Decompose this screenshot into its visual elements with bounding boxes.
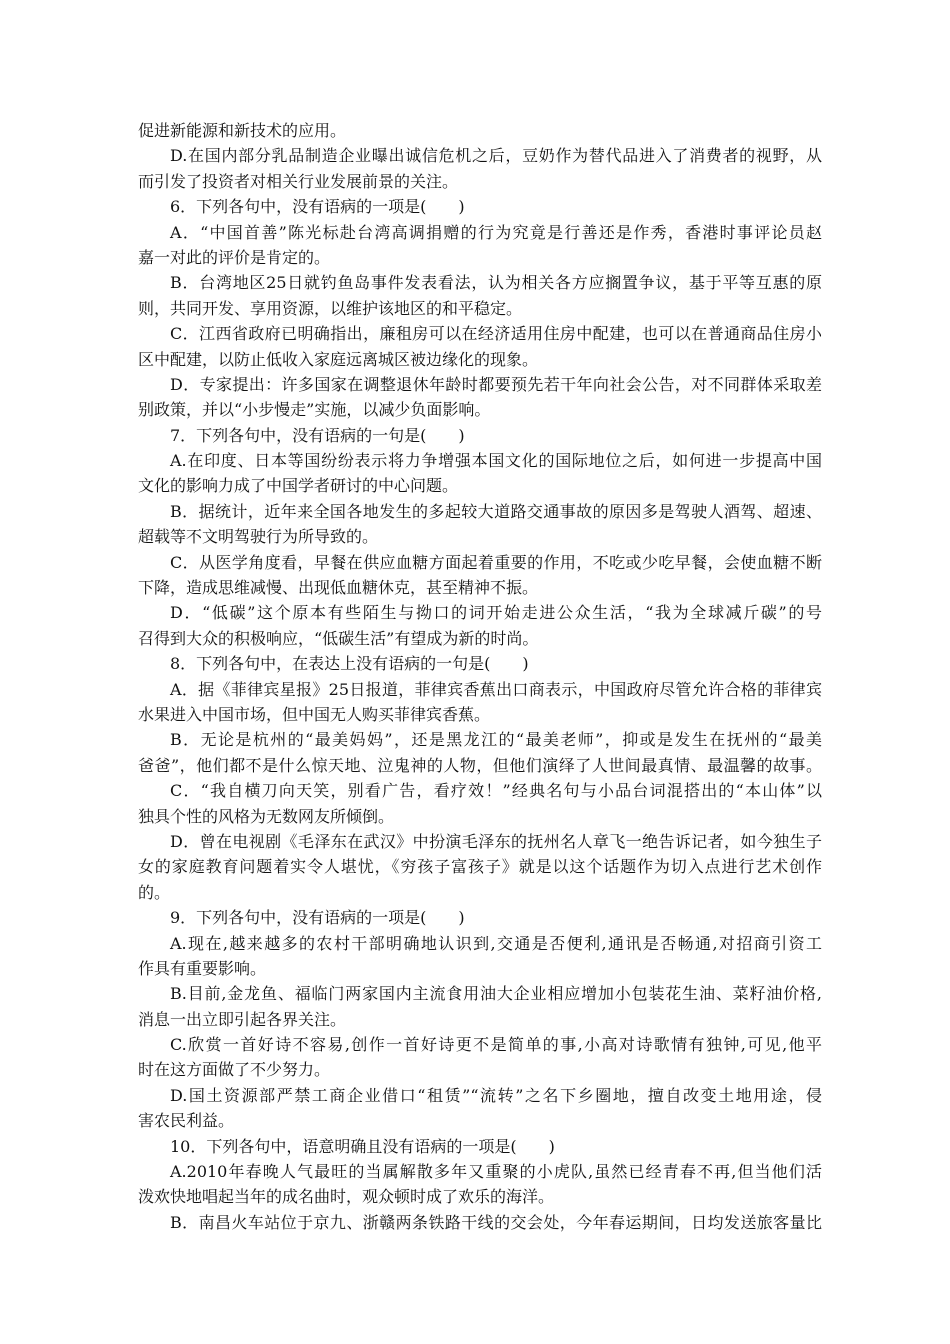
text-line: 消息一出立即引起各界关注。 [138,1009,347,1029]
text-line: 区中配建，以防止低收入家庭远离城区被边缘化的现象。 [138,349,539,369]
text-line: 女的家庭教育问题着实令人堪忧，《穷孩子富孩子》就是以这个话题作为切入点进行艺术创作 [138,857,822,877]
text-line: 别政策，并以“小步慢走”实施，以减少负面影响。 [138,400,491,420]
text-line: C．江西省政府已明确指出，廉租房可以在经济适用住房中配建，也可以在普通商品住房小 [170,324,822,344]
text-line: A.现在,越来越多的农村干部明确地认识到,交通是否便利,通讯是否畅通,对招商引资工 [170,933,822,953]
text-line: 6．下列各句中，没有语病的一项是( ) [170,197,465,217]
text-line: B．南昌火车站位于京九、浙赣两条铁路干线的交会处，今年春运期间，日均发送旅客量比 [170,1212,822,1232]
text-line: B．据统计，近年来全国各地发生的多起较大道路交通事故的原因多是驾驶人酒驾、超速、 [170,501,822,521]
text-line: 的。 [138,882,171,902]
text-line: A.在印度、日本等国纷纷表示将力争增强本国文化的国际地位之后，如何进一步提高中国 [170,451,822,471]
text-line: 独具个性的风格为无数网友所倾倒。 [138,806,395,826]
text-line: 促进新能源和新技术的应用。 [138,121,347,140]
text-line: 超载等不文明驾驶行为所导致的。 [138,527,379,547]
text-line: C．“我自横刀向天笑，别看广告，看疗效！”经典名句与小品台词混搭出的“本山体”以 [170,781,822,801]
text-line: 爸爸”，他们都不是什么惊天地、泣鬼神的人物，但他们演绎了人世间最真情、最温馨的故事。 [138,755,822,775]
text-line: 时在这方面做了不少努力。 [138,1060,331,1080]
text-line: D.国土资源部严禁工商企业借口“租赁”“流转”之名下乡圈地，擅自改变土地用途，侵 [170,1085,822,1105]
text-line: 害农民利益。 [138,1111,235,1131]
text-line: B．台湾地区25日就钓鱼岛事件发表看法，认为相关各方应搁置争议，基于平等互惠的原 [170,273,822,293]
text-line: D．“低碳”这个原本有些陌生与拗口的词开始走进公众生活，“我为全球减斤碳”的号 [170,603,822,623]
text-line: 8．下列各句中，在表达上没有语病的一句是( ) [170,654,529,674]
text-line: A．据《菲律宾星报》25日报道，菲律宾香蕉出口商表示，中国政府尽管允许合格的菲律宾 [170,679,822,699]
text-line: D．曾在电视剧《毛泽东在武汉》中扮演毛泽东的抚州名人章飞一绝告诉记者，如今独生子 [170,831,822,851]
text-line: A．“中国首善”陈光标赴台湾高调捐赠的行为究竟是行善还是作秀，香港时事评论员赵 [170,222,822,242]
text-line: 召得到大众的积极响应，“低碳生活”有望成为新的时尚。 [138,628,539,648]
text-line: C.欣赏一首好诗不容易,创作一首好诗更不是简单的事,小高对诗歌情有独钟,可见,他平 [170,1035,822,1055]
text-line: B．无论是杭州的“最美妈妈”，还是黑龙江的“最美老师”，抑或是发生在抚州的“最美 [170,730,822,750]
text-line: 下降，造成思维减慢、出现低血糖休克，甚至精神不振。 [138,578,539,598]
text-line: D．专家提出：许多国家在调整退休年龄时都要预先若干年向社会公告，对不同群体采取差 [170,374,822,394]
text-line: 文化的影响力成了中国学者研讨的中心问题。 [138,476,459,496]
text-line: B.目前,金龙鱼、福临门两家国内主流食用油大企业相应增加小包装花生油、菜籽油价格, [170,984,822,1004]
text-line: A.2010年春晚人气最旺的当属解散多年又重聚的小虎队,虽然已经青春不再,但当他们活 [170,1162,822,1182]
text-line: 泼欢快地唱起当年的成名曲时，观众顿时成了欢乐的海洋。 [138,1187,555,1207]
text-line: 则，共同开发、享用资源，以维护该地区的和平稳定。 [138,298,523,318]
text-line: 10．下列各句中，语意明确且没有语病的一项是( ) [170,1136,555,1156]
text-line: 7．下列各句中，没有语病的一句是( ) [170,425,465,445]
text-line: 嘉一对此的评价是肯定的。 [138,247,331,267]
text-line: C．从医学角度看，早餐在供应血糖方面起着重要的作用，不吃或少吃早餐，会使血糖不断 [170,552,822,572]
text-line: 作具有重要影响。 [138,958,267,978]
text-line: D.在国内部分乳品制造企业曝出诚信危机之后，豆奶作为替代品进入了消费者的视野，从 [170,146,822,166]
text-line: 而引发了投资者对相关行业发展前景的关注。 [138,171,459,191]
text-line: 9．下列各句中，没有语病的一项是( ) [170,908,465,928]
text-line: 水果进入中国市场，但中国无人购买菲律宾香蕉。 [138,704,491,724]
